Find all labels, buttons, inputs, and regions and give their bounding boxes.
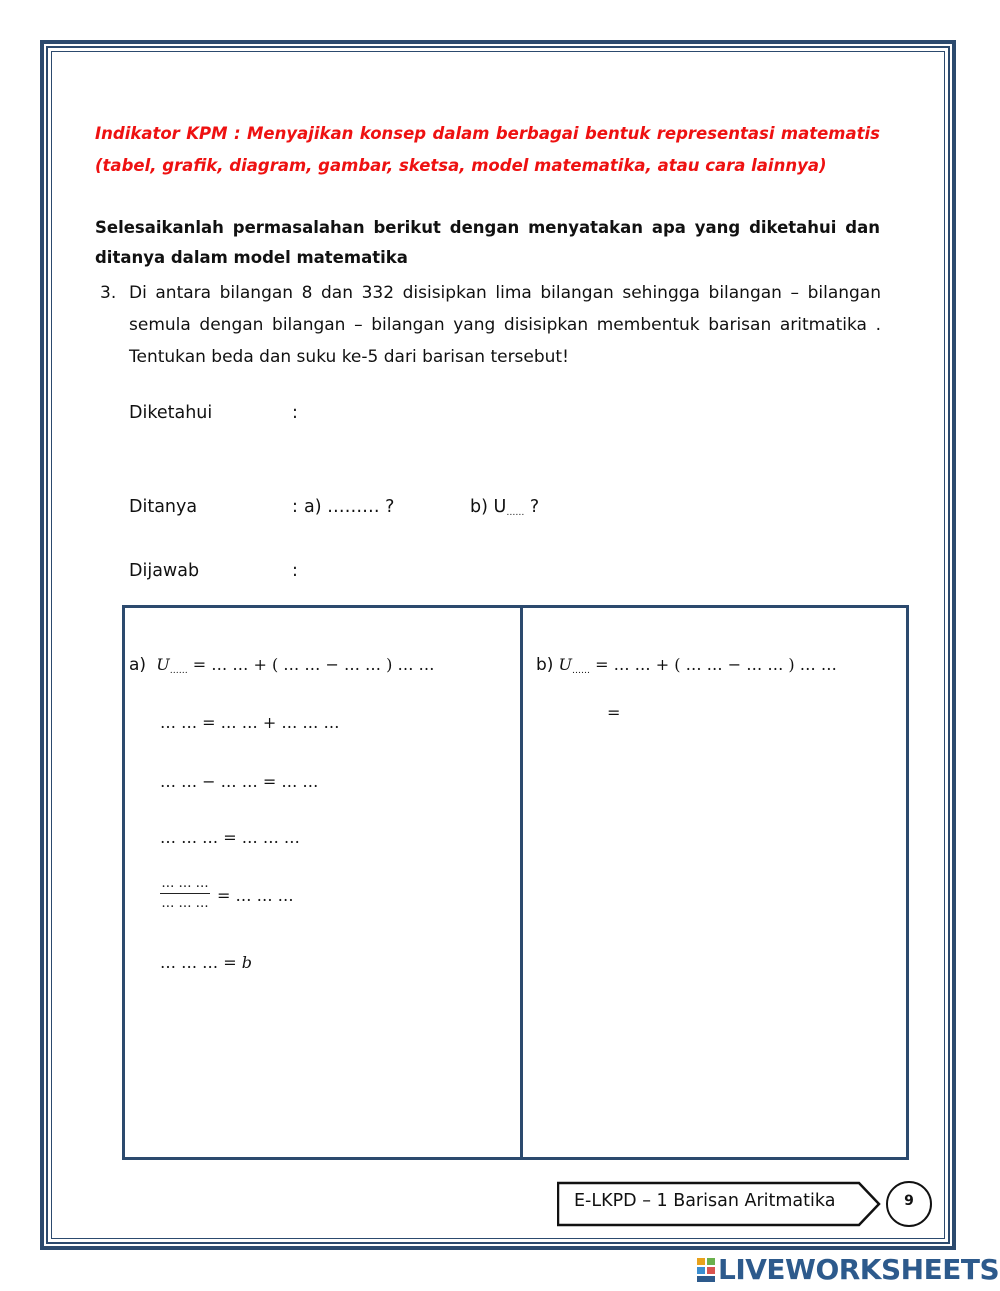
question-number: 3. bbox=[100, 283, 117, 303]
dijawab-colon: : bbox=[292, 561, 298, 581]
fraction-denominator[interactable]: … … … bbox=[161, 896, 209, 911]
footer-title: E-LKPD – 1 Barisan Aritmatika bbox=[574, 1191, 836, 1211]
liveworksheets-logo-icon bbox=[697, 1258, 715, 1282]
answer-a-fraction[interactable] bbox=[160, 876, 210, 911]
answer-a-fraction-rhs[interactable]: = … … … bbox=[217, 886, 294, 905]
answer-a-line-2[interactable]: … … = … … + … … … bbox=[160, 713, 340, 732]
indicator-text: Indikator KPM : Menyajikan konsep dalam berbagai bentuk representasi matematis (tabel, grafik, diagram, gambar, sketsa, model matematika, atau cara lainnya) bbox=[95, 124, 880, 175]
ditanya-colon: : bbox=[292, 497, 298, 517]
page-number: 9 bbox=[904, 1193, 914, 1209]
ditanya-label: Ditanya bbox=[129, 497, 198, 517]
answer-box-b bbox=[520, 605, 909, 1160]
fraction-numerator[interactable]: … … … bbox=[160, 876, 210, 894]
answer-b-line-2[interactable]: = bbox=[607, 703, 621, 722]
liveworksheets-watermark: LIVEWORKSHEETS bbox=[718, 1253, 1000, 1286]
answer-a-line-1[interactable]: a) $U_{\dots\dots}$ = … … + ( … … − … … ) … … bbox=[129, 655, 435, 676]
answer-b-line-1[interactable]: b) $U_{\dots\dots}$ = … … + ( … … − … … ) … … bbox=[536, 655, 837, 676]
diketahui-label: Diketahui bbox=[129, 403, 213, 423]
ditanya-a-blank[interactable]: a) ……… ? bbox=[304, 497, 395, 517]
answer-a-line-6[interactable]: … … … = b bbox=[160, 953, 252, 972]
dijawab-label: Dijawab bbox=[129, 561, 200, 581]
question-text: Di antara bilangan 8 dan 332 disisipkan lima bilangan sehingga bilangan – bilangan semula dengan bilangan – bilangan yang disisipkan membentuk barisan aritmatika . Tentukan beda dan suku ke-5 dari barisan tersebut! bbox=[129, 283, 881, 367]
answer-a-line-3[interactable]: … … − … … = … … bbox=[160, 772, 319, 791]
answer-a-line-4[interactable]: … … … = … … … bbox=[160, 828, 300, 847]
ditanya-b-blank[interactable]: b) $U_{\dots\dots}$ ? bbox=[470, 497, 540, 518]
diketahui-colon: : bbox=[292, 403, 298, 423]
instruction-text: Selesaikanlah permasalahan berikut dengan menyatakan apa yang diketahui dan ditanya dalam model matematika bbox=[95, 218, 880, 267]
